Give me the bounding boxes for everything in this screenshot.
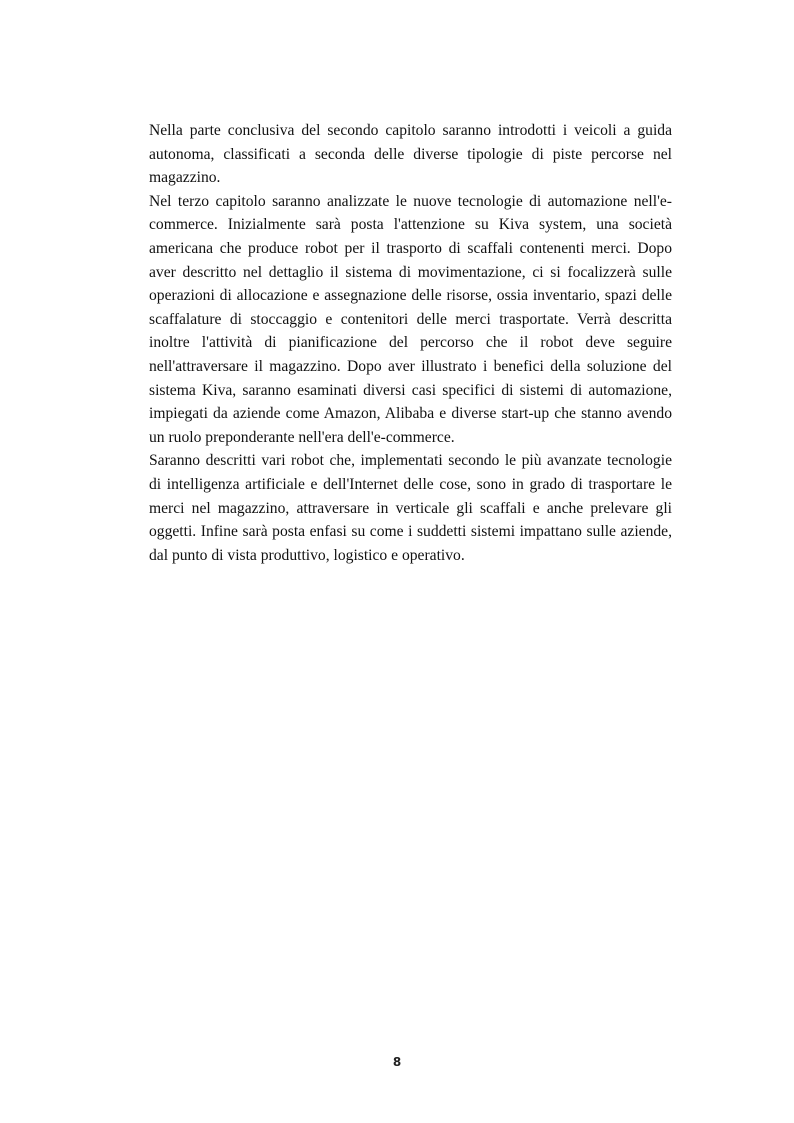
page-number: 8 bbox=[392, 1055, 402, 1069]
paragraph-third-chapter: Nel terzo capitolo saranno analizzate le nuove tecnologie di automazione nell'e-commerce. Inizialmente sarà posta l'attenzione su Kiva system, una società americana che produce robot per il trasporto di scaffali contenenti merci. Dopo aver descritto nel dettaglio il sistema di movimentazione, ci si focalizzerà sulle operazioni di allocazione e assegnazione delle risorse, ossia inventario, spazi delle scaffalature di stoccaggio e contenitori delle merci trasportate. Verrà descritta inoltre l'attività di pianificazione del percorso che il robot deve seguire nell'attraversare il magazzino. Dopo aver illustrato i benefici della soluzione del sistema Kiva, saranno esaminati diversi casi specifici di sistemi di automazione, impiegati da aziende come Amazon, Alibaba e diverse start-up che stanno avendo un ruolo preponderante nell'era dell'e-commerce. bbox=[149, 192, 672, 446]
paragraph-robots: Saranno descritti vari robot che, implementati secondo le più avanzate tecnologie di intelligenza artificiale e dell'Internet delle cose, sono in grado di trasportare le merci nel magazzino, attraversare in verticale gli scaffali e anche prelevare gli oggetti. Infine sarà posta enfasi su come i suddetti sistemi impattano sulle aziende, dal punto di vista produttivo, logistico e operativo. bbox=[149, 452, 672, 564]
body-text bbox=[149, 119, 672, 567]
paragraph-autonomous-vehicles: Nella parte conclusiva del secondo capitolo saranno introdotti i veicoli a guida autonoma, classificati a seconda delle diverse tipologie di piste percorse nel magazzino. bbox=[149, 122, 672, 187]
